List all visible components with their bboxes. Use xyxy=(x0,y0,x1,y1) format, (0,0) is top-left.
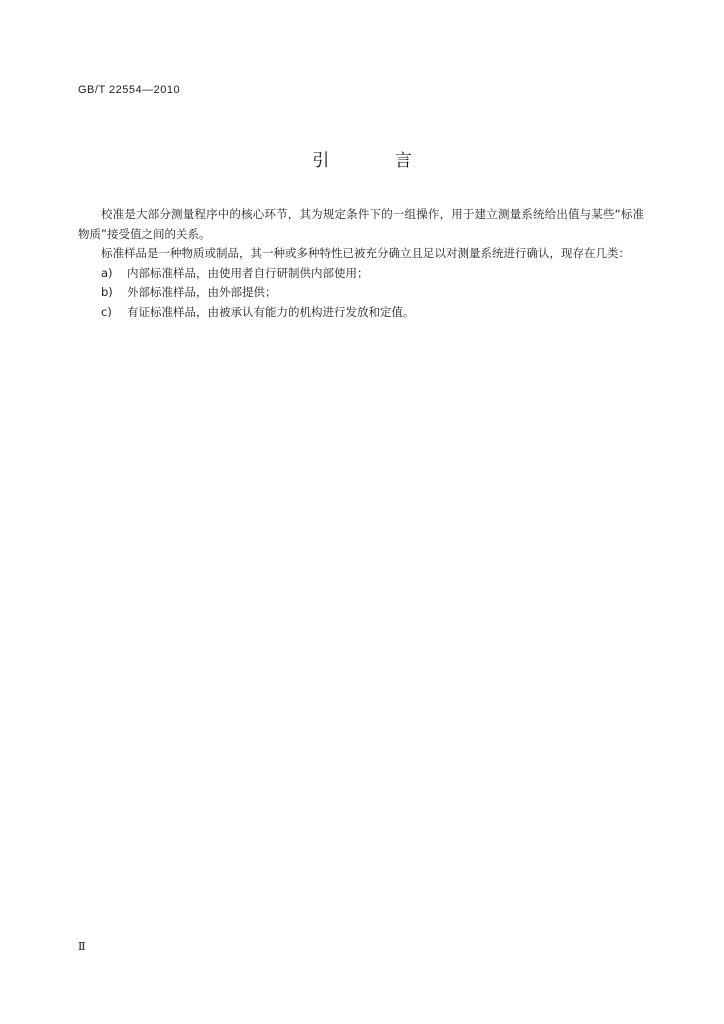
sample-type-list xyxy=(78,264,644,323)
page-number: Ⅱ xyxy=(78,940,86,953)
standard-code: GB/T 22554—2010 xyxy=(78,84,181,96)
paragraph: 标准样品是一种物质或制品，其一种或多种特性已被充分确立且足以对测量系统进行确认，现存在几类： xyxy=(101,246,630,260)
list-item xyxy=(78,303,644,323)
list-item-text: 外部标准样品，由外部提供； xyxy=(127,285,277,299)
body-text xyxy=(78,205,644,322)
list-item-text: 有证标准样品，由被承认有能力的机构进行发放和定值。 xyxy=(127,304,415,319)
list-item xyxy=(78,283,644,303)
list-marker: b) xyxy=(101,285,113,299)
list-marker: c) xyxy=(101,304,112,319)
list-marker: a) xyxy=(101,265,113,280)
paragraph: 校准是大部分测量程序中的核心环节，其为规定条件下的一组操作，用于建立测量系统给出值与某些“标准物质”接受值之间的关系。 xyxy=(78,207,644,241)
section-title: 引 言 xyxy=(312,151,442,171)
list-item-text: 内部标准样品，由使用者自行研制供内部使用； xyxy=(127,265,369,280)
list-item xyxy=(78,264,644,284)
